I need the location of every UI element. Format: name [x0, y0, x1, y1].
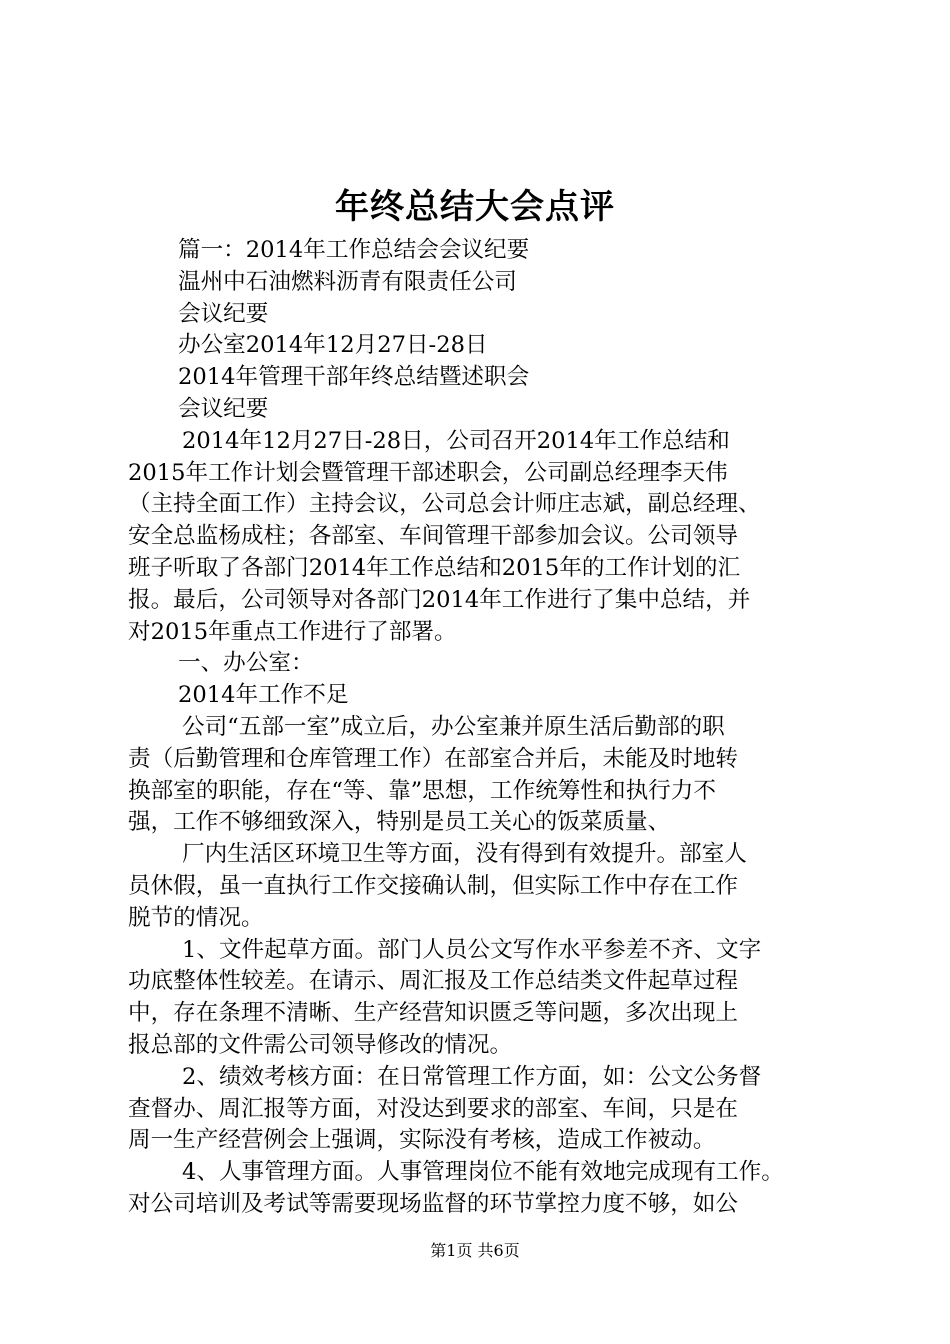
text-line: 2015年工作计划会暨管理干部述职会，公司副总经理李天伟 — [128, 459, 728, 486]
text-line: 班子听取了各部门2014年工作总结和2015年的工作计划的汇 — [128, 554, 741, 581]
text-line: 报总部的文件需公司领导修改的情况。 — [128, 1031, 513, 1058]
document-title: 年终总结大会点评 — [335, 187, 615, 227]
text-line: 2、绩效考核方面：在日常管理工作方面，如：公文公务督 — [182, 1063, 762, 1090]
text-line: 会议纪要 — [178, 300, 269, 327]
text-line: 2014年工作不足 — [178, 682, 349, 709]
text-line: 温州中石油燃料沥青有限责任公司 — [178, 268, 517, 295]
text-line: 篇一：2014年工作总结会会议纪要 — [178, 237, 530, 263]
text-line: 责（后勤管理和仓库管理工作）在部室合并后，未能及时地转 — [128, 745, 739, 772]
text-line: （主持全面工作）主持会议，公司总会计师庄志斌，副总经理、 — [128, 491, 761, 518]
text-line: 一、办公室： — [178, 650, 314, 677]
text-line: 2014年12月27日-28日，公司召开2014年工作总结和 — [182, 427, 730, 454]
text-line: 脱节的情况。 — [128, 904, 264, 931]
text-line: 1、文件起草方面。部门人员公文写作水平参差不齐、文字 — [182, 936, 762, 963]
text-line: 周一生产经营例会上强调，实际没有考核，造成工作被动。 — [128, 1127, 716, 1154]
text-line: 办公室2014年12月27日-28日 — [178, 332, 488, 359]
text-line: 中，存在条理不清晰、生产经营知识匮乏等问题，多次出现上 — [128, 1000, 739, 1027]
text-line: 员休假，虽一直执行工作交接确认制，但实际工作中存在工作 — [128, 872, 739, 899]
text-line: 强，工作不够细致深入，特别是员工关心的饭菜质量、 — [128, 809, 671, 836]
text-line: 会议纪要 — [178, 395, 269, 422]
text-line: 安全总监杨成柱；各部室、车间管理干部参加会议。公司领导 — [128, 523, 739, 550]
text-line: 对公司培训及考试等需要现场监督的环节掌控力度不够，如公 — [128, 1190, 739, 1217]
document-body — [128, 235, 832, 1221]
text-line: 厂内生活区环境卫生等方面，没有得到有效提升。部室人 — [182, 841, 747, 868]
text-line: 公司“五部一室”成立后，办公室兼并原生活后勤部的职 — [182, 713, 725, 740]
text-line: 换部室的职能，存在“等、靠”思想，工作统筹性和执行力不 — [128, 777, 716, 804]
text-line: 功底整体性较差。在请示、周汇报及工作总结类文件起草过程 — [128, 968, 739, 995]
text-line: 4、人事管理方面。人事管理岗位不能有效地完成现有工作。 — [182, 1159, 784, 1186]
text-line: 对2015年重点工作进行了部署。 — [128, 618, 457, 645]
text-line: 查督办、周汇报等方面，对没达到要求的部室、车间，只是在 — [128, 1095, 739, 1122]
text-line: 报。最后，公司领导对各部门2014年工作进行了集中总结，并 — [128, 586, 751, 613]
page-footer: 第1页 共6页 — [430, 1241, 520, 1260]
text-line: 2014年管理干部年终总结暨述职会 — [178, 364, 530, 391]
